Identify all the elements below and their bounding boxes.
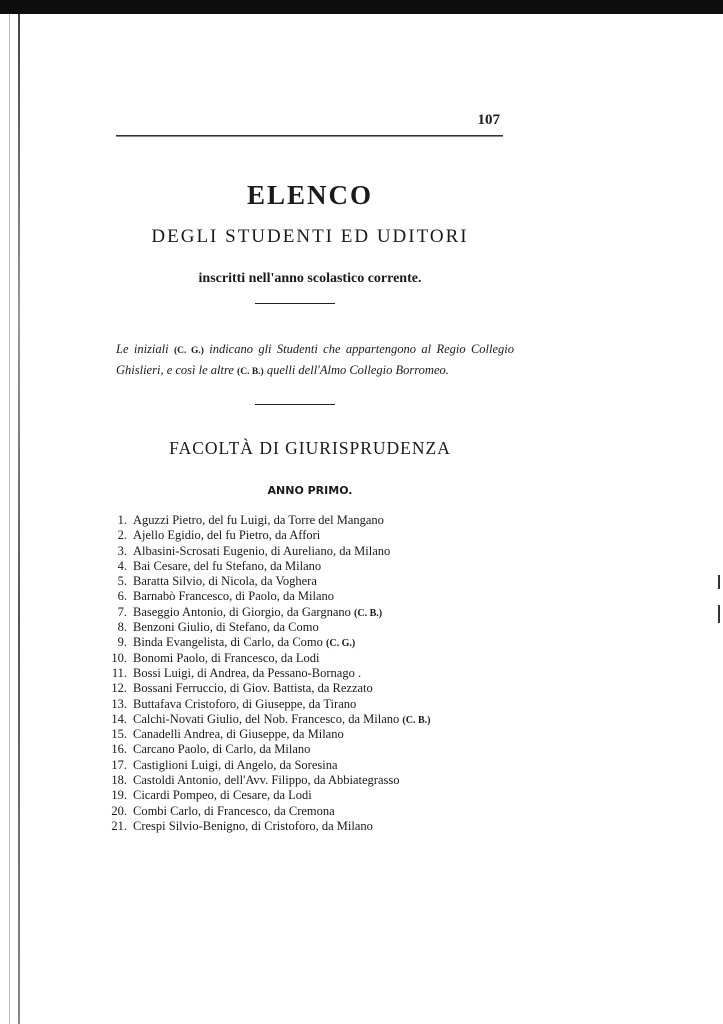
scan-right-mark [718,605,720,623]
student-entry: Cicardi Pompeo, di Cesare, da Lodi [133,788,312,803]
student-number: 17. [111,757,127,772]
college-tag: (C. B.) [354,607,383,619]
student-number: 18. [111,773,127,788]
student-entry: Benzoni Giulio, di Stefano, da Como [133,620,319,635]
student-number: 14. [111,711,127,726]
list-item [105,559,430,574]
student-entry: Canadelli Andrea, di Giuseppe, da Milano [133,727,344,742]
student-number: 9. [117,635,127,650]
page-subtitle-secondary: inscritti nell'anno scolastico corrente. [198,271,422,286]
student-number: 4. [117,558,127,573]
list-item [105,727,430,742]
student-entry: Aguzzi Pietro, del fu Luigi, da Torre del Mangano [133,513,384,527]
scan-right-mark [718,575,720,589]
list-item [105,681,430,696]
student-number: 7. [117,604,127,619]
student-entry: Bossi Luigi, di Andrea, da Pessano-Bornago . [133,665,362,680]
explanatory-note [116,340,514,382]
student-number: 3. [117,543,127,558]
student-number: 15. [111,727,127,742]
list-item [105,574,430,589]
header-rule [116,135,503,137]
student-number: 8. [117,620,127,635]
list-item [105,712,430,727]
student-entry: Albasini-Scrosati Eugenio, di Aureliano, da Milano [133,543,391,558]
student-number: 19. [111,788,127,803]
note-tag-borromeo: (C. B.) [237,367,264,377]
student-number: 2. [117,528,127,543]
college-tag: (C. G.) [326,638,356,650]
student-entry: Bonomi Paolo, di Francesco, da Lodi [133,650,320,665]
student-number: 6. [117,589,127,604]
list-item [105,742,430,757]
student-entry: Castiglioni Luigi, di Angelo, da Soresina [133,757,338,772]
student-entry: Combi Carlo, di Francesco, da Cremona [133,803,335,818]
year-heading: ANNO PRIMO. [267,484,353,497]
student-number: 20. [111,803,127,818]
list-item [105,666,430,681]
student-entry: Carcano Paolo, di Carlo, da Milano [133,742,311,757]
student-number: 10. [111,650,127,665]
page-title: ELENCO [246,180,374,210]
list-item [105,513,430,528]
list-item [105,819,430,834]
student-number: 12. [111,681,127,696]
list-item [105,651,430,666]
student-number: 5. [117,574,127,589]
note-text: Le iniziali [116,342,174,356]
student-number: 13. [111,696,127,711]
note-tag-ghislieri: (C. G.) [173,346,204,356]
student-entry: Baratta Silvio, di Nicola, da Voghera [133,574,317,589]
note-text: quelli dell'Almo Collegio Borromeo. [263,363,449,377]
page-subtitle: DEGLI STUDENTI ED UDITORI [151,226,469,247]
scan-left-edge [18,14,20,1024]
college-tag: (C. B.) [402,714,431,726]
student-number: 11. [111,665,127,680]
student-entry: Buttafava Cristoforo, di Giuseppe, da Tirano [133,696,357,711]
student-entry: Calchi-Novati Giulio, del Nob. Francesco, da Milano [133,711,400,726]
section-divider [255,303,335,304]
scan-left-shadow [9,14,10,1024]
list-item [105,589,430,604]
student-entry: Crespi Silvio-Benigno, di Cristoforo, da Milano [133,818,373,833]
list-item [105,528,430,543]
faculty-heading: FACOLTÀ DI GIURISPRUDENZA [169,438,451,458]
student-number: 1. [117,513,127,527]
list-item [105,758,430,773]
list-item [105,788,430,803]
student-list [105,513,430,834]
student-entry: Castoldi Antonio, dell'Avv. Filippo, da Abbiategrasso [133,773,400,788]
note-text: indicano gli Studenti che appartengono al Regio Collegio Ghislieri, e così le altre [116,342,515,377]
scan-top-border [0,0,723,14]
list-item [105,773,430,788]
student-number: 21. [111,818,127,833]
list-item [105,544,430,559]
section-divider [255,404,335,405]
student-entry: Barnabò Francesco, di Paolo, da Milano [133,589,334,604]
page-number: 107 [477,112,500,128]
student-entry: Bossani Ferruccio, di Giov. Battista, da Rezzato [133,681,373,696]
student-entry: Bai Cesare, del fu Stefano, da Milano [133,558,322,573]
student-entry: Ajello Egidio, del fu Pietro, da Affori [133,528,321,543]
student-number: 16. [111,742,127,757]
list-item [105,697,430,712]
list-item [105,635,430,650]
list-item [105,620,430,635]
student-entry: Baseggio Antonio, di Giorgio, da Gargnano [133,604,351,619]
list-item [105,804,430,819]
student-entry: Binda Evangelista, di Carlo, da Como [133,635,323,650]
list-item [105,605,430,620]
